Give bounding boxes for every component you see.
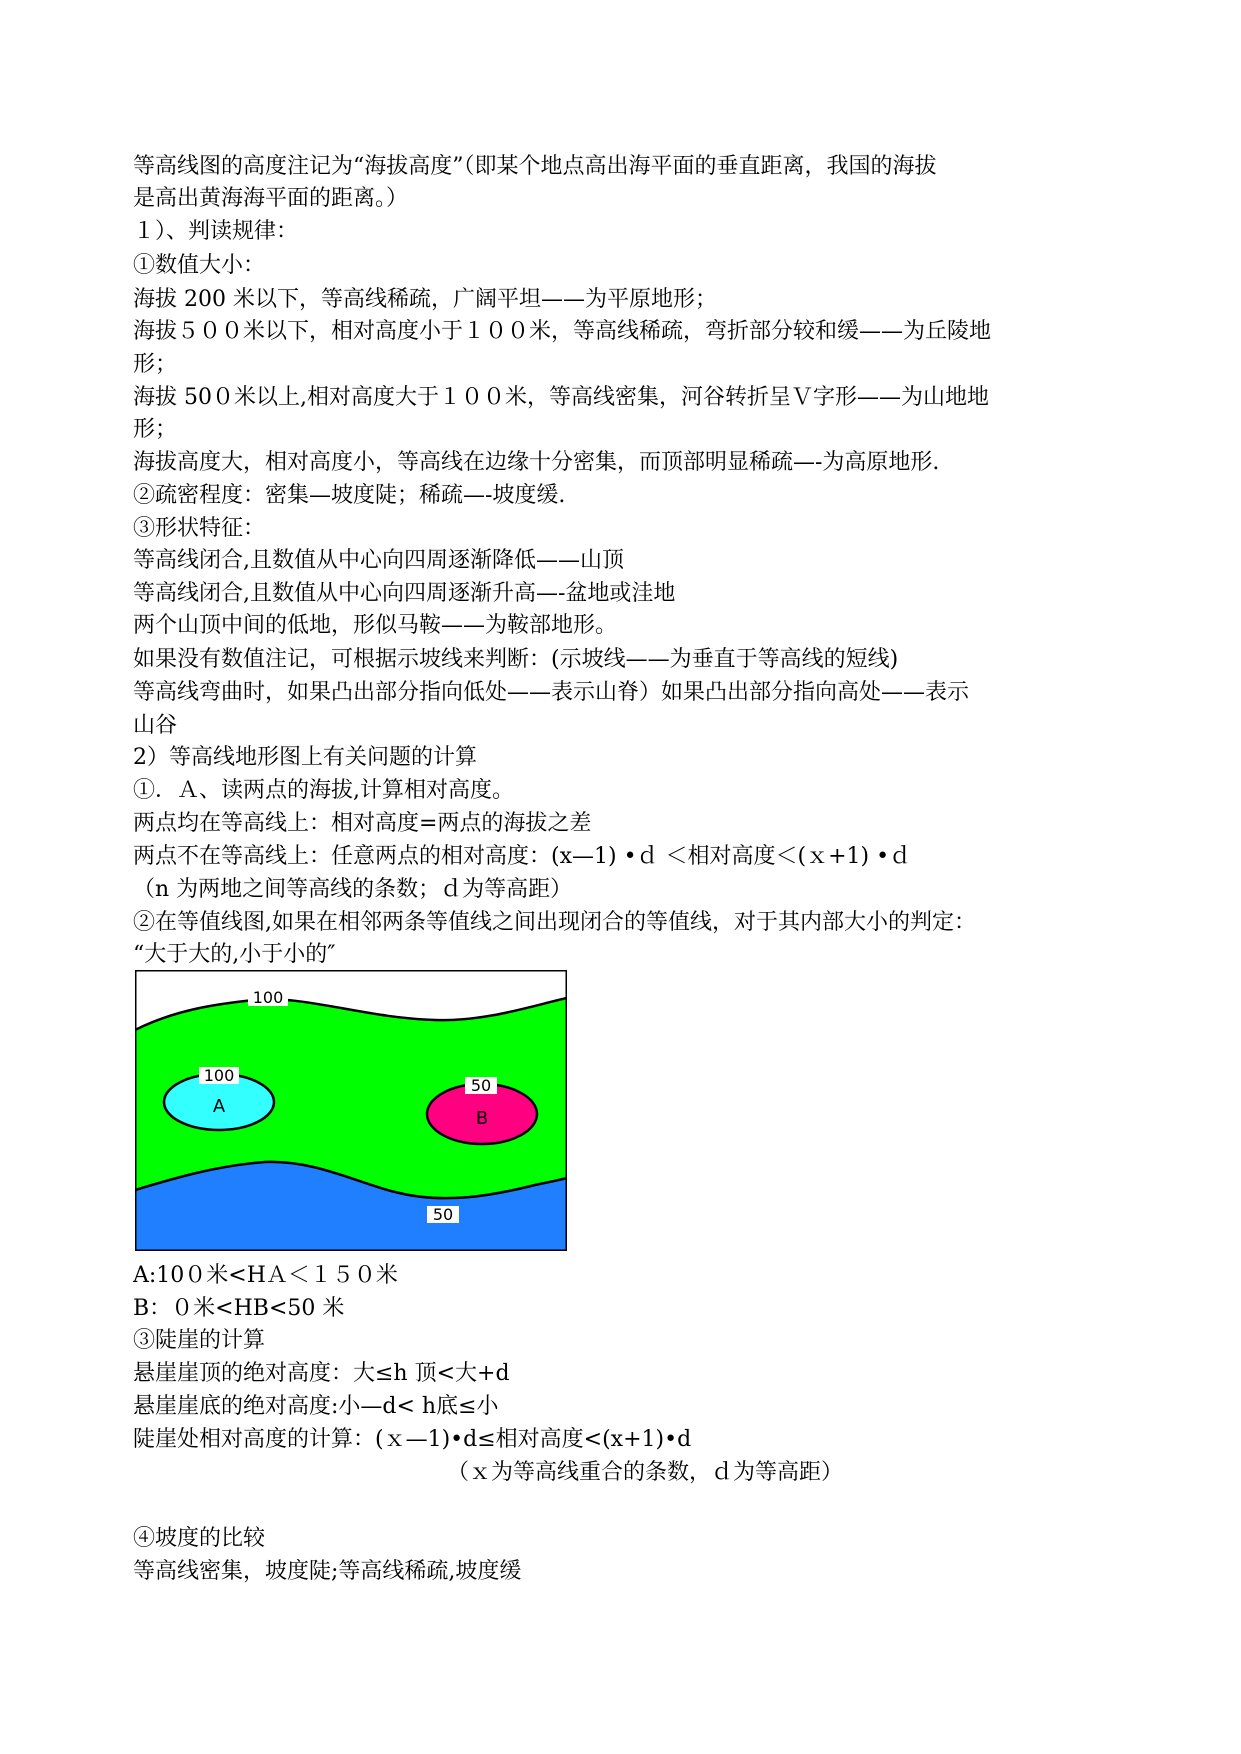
text-line: 是高出黄海海平面的距离。） [133,186,409,211]
text-line: 两点不在等高线上：任意两点的相对高度：(x—1) •ｄ ＜相对高度＜(ｘ+1) •ｄ [133,844,912,869]
text-line: （n 为两地之间等高线的条数；ｄ为等高距） [133,877,573,902]
text-line: 等高线闭合,且数值从中心向四周逐渐降低——山顶 [133,548,624,573]
text-line: ②在等值线图,如果在相邻两条等值线之间出现闭合的等值线，对于其内部大小的判定： [133,910,976,935]
text-line: 两个山顶中间的低地，形似马鞍——为鞍部地形。 [133,613,618,638]
text-line: 等高线密集，坡度陡;等高线稀疏,坡度缓 [133,1559,522,1584]
text-line: 形； [133,417,178,442]
contour-label-top: 100 [252,988,284,1007]
text-line: 陡崖处相对高度的计算：(ｘ—1)•d≤相对高度<(x+1)•d [133,1427,692,1452]
text-line: 海拔高度大，相对高度小，等高线在边缘十分密集，而顶部明显稀疏—-为高原地形. [133,450,940,475]
text-line: 海拔５００米以下，相对高度小于１００米，等高线稀疏，弯折部分较和缓——为丘陵地 [133,319,992,344]
text-line: “大于大的,小于小的″ [133,942,336,967]
text-line: 悬崖崖底的绝对高度:小—d< h底≤小 [133,1394,499,1419]
text-line: ③陡崖的计算 [133,1328,266,1353]
text-line: 等高线图的高度注记为“海拔高度”（即某个地点高出海平面的垂直距离，我国的海拔 [133,154,937,179]
text-line: ③形状特征： [133,516,266,541]
text-line: 如果没有数值注记，可根据示坡线来判断：(示坡线——为垂直于等高线的短线) [133,647,899,672]
text-line: 山谷 [133,713,178,738]
text-line: １）、判读规律： [133,219,299,244]
text-line: ①数值大小： [133,253,266,278]
text-line: 海拔 50０米以上,相对高度大于１００米，等高线密集，河谷转折呈Ｖ字形——为山地地 [133,385,989,410]
text-line: 海拔 200 米以下，等高线稀疏，广阔平坦——为平原地形； [133,287,717,312]
text-line-centered: （ｘ为等高线重合的条数，ｄ为等高距） [447,1460,844,1485]
text-line: 等高线闭合,且数值从中心向四周逐渐升高—-盆地或洼地 [133,581,676,606]
point-a-label: A [212,1096,226,1117]
contour-map-figure [135,970,567,1251]
text-line: B：０米<HB<50 米 [133,1296,345,1321]
text-line: A:10０米<HＡ＜１５０米 [133,1263,398,1288]
text-line: 形； [133,352,178,377]
contour-label-b-value: 50 [470,1076,492,1095]
text-line: 两点均在等高线上：相对高度=两点的海拔之差 [133,811,592,836]
text-line: 等高线弯曲时，如果凸出部分指向低处——表示山脊）如果凸出部分指向高处——表示 [133,680,970,705]
text-line: 悬崖崖顶的绝对高度：大≤h 顶<大+d [133,1361,510,1386]
text-line: ④坡度的比较 [133,1526,266,1551]
contour-label-bottom: 50 [432,1205,454,1224]
text-line: 2）等高线地形图上有关问题的计算 [133,745,477,770]
text-line: ②疏密程度：密集—坡度陡；稀疏—-坡度缓. [133,483,566,508]
point-b-label: B [475,1108,489,1129]
text-line: ①．Ａ、读两点的海拔,计算相对高度。 [133,778,514,803]
contour-label-a-value: 100 [203,1066,235,1085]
